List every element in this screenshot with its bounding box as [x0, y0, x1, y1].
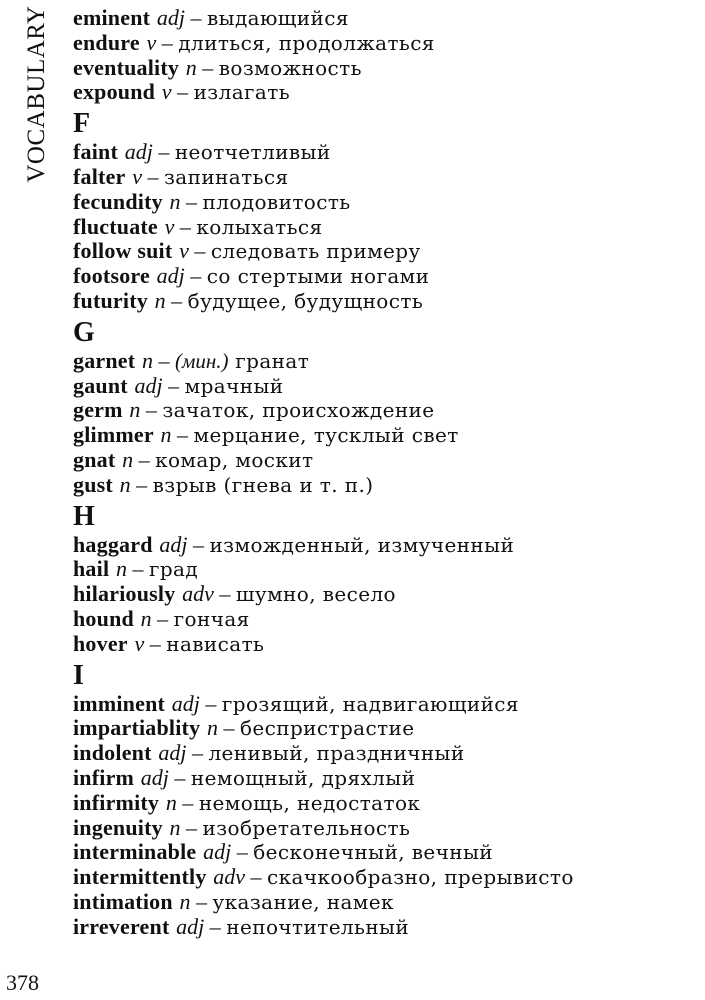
- translation: шумно, весело: [235, 582, 396, 607]
- part-of-speech: n: [165, 789, 177, 815]
- translation: немощь, недостаток: [198, 790, 421, 815]
- vocabulary-entry: [73, 264, 698, 289]
- vocabulary-entry: [73, 840, 698, 865]
- part-of-speech: adj: [134, 372, 163, 398]
- part-of-speech: n: [122, 446, 134, 472]
- section-letter-heading: I: [73, 659, 84, 691]
- separator-dash: –: [162, 372, 185, 398]
- translation: возможность: [218, 55, 362, 80]
- headword: eminent: [73, 5, 151, 30]
- vocabulary-entry: [73, 80, 698, 105]
- separator-dash: –: [140, 397, 163, 423]
- part-of-speech: v: [146, 29, 157, 55]
- separator-dash: –: [168, 764, 191, 790]
- page-number: 378: [6, 970, 39, 995]
- headword: haggard: [73, 531, 153, 557]
- part-of-speech: adj: [156, 263, 185, 289]
- vocabulary-entry: [73, 766, 698, 791]
- separator-dash: –: [190, 888, 213, 914]
- separator-dash: –: [151, 605, 174, 631]
- letter-section: [73, 108, 698, 314]
- headword: faint: [73, 139, 118, 165]
- separator-dash: –: [130, 471, 153, 497]
- vocabulary-entry: [73, 398, 698, 423]
- vocabulary-entry: [73, 791, 698, 816]
- headword: impartiablity: [73, 715, 201, 741]
- part-of-speech: adj: [140, 764, 169, 790]
- headword: gust: [73, 471, 113, 497]
- translation: беспристрастие: [239, 716, 415, 741]
- headword: germ: [73, 397, 123, 423]
- separator-dash: –: [196, 54, 219, 80]
- vocabulary-entry: [73, 289, 698, 314]
- vocabulary-entry: [73, 31, 698, 56]
- headword: irreverent: [73, 913, 170, 939]
- separator-dash: –: [133, 446, 156, 472]
- translation: выдающийся: [206, 6, 349, 30]
- headword: falter: [73, 163, 126, 189]
- separator-dash: –: [184, 5, 207, 30]
- vocabulary-entry: [73, 915, 698, 940]
- vocabulary-entry: [73, 215, 698, 240]
- part-of-speech: adj: [203, 839, 232, 865]
- vocabulary-entry: [73, 140, 698, 165]
- headword: eventuality: [73, 54, 180, 80]
- translation: излагать: [193, 80, 290, 105]
- vocabulary-entry: [73, 473, 698, 498]
- vocabulary-entry: [73, 6, 698, 31]
- headword: futurity: [73, 287, 148, 313]
- separator-dash: –: [186, 740, 209, 766]
- part-of-speech: n: [169, 814, 181, 840]
- part-of-speech: n: [185, 54, 197, 80]
- vocabulary-entry: [73, 607, 698, 632]
- headword: hover: [73, 630, 128, 656]
- vocabulary-entry: [73, 632, 698, 657]
- part-of-speech: adj: [159, 531, 188, 557]
- translation: будущее, будущность: [187, 288, 424, 313]
- translation: неотчетливый: [174, 140, 331, 165]
- vocabulary-entry: [73, 165, 698, 190]
- letter-section: [73, 317, 698, 498]
- separator-dash: –: [204, 913, 227, 939]
- headword: garnet: [73, 347, 136, 373]
- headword: footsore: [73, 263, 150, 289]
- separator-dash: –: [184, 263, 207, 289]
- separator-dash: –: [152, 347, 175, 373]
- section-letter-heading: G: [73, 316, 95, 348]
- headword: intimation: [73, 888, 173, 914]
- part-of-speech: adv: [213, 864, 245, 890]
- translation: нависать: [166, 631, 265, 656]
- part-of-speech: v: [132, 163, 142, 189]
- vocabulary-entry: [73, 890, 698, 915]
- vocabulary-entry: [73, 349, 698, 374]
- headword: follow suit: [73, 238, 173, 264]
- vocabulary-entry: [73, 374, 698, 399]
- headword: endure: [73, 29, 140, 55]
- headword: intermittently: [73, 864, 207, 890]
- separator-dash: –: [217, 715, 240, 741]
- part-of-speech: adj: [156, 5, 185, 30]
- usage-note: (мин.): [174, 348, 229, 373]
- translation: взрыв (гнева и т. п.): [152, 472, 374, 497]
- headword: infirmity: [73, 789, 160, 815]
- translation: длиться, продолжаться: [178, 30, 435, 55]
- vocabulary-entry: [73, 716, 698, 741]
- translation: бесконечный, вечный: [253, 840, 494, 865]
- separator-dash: –: [231, 839, 254, 865]
- part-of-speech: v: [179, 238, 189, 264]
- headword: gnat: [73, 446, 116, 472]
- separator-dash: –: [213, 581, 236, 607]
- translation: гранат: [235, 348, 310, 373]
- translation: зачаток, происхождение: [162, 398, 435, 423]
- vocabulary-entry: [73, 816, 698, 841]
- vocabulary-entry: [73, 423, 698, 448]
- part-of-speech: v: [164, 213, 175, 239]
- part-of-speech: adj: [176, 913, 205, 939]
- translation: непочтительный: [226, 914, 410, 939]
- section-letter-heading: F: [73, 108, 91, 140]
- vocabulary-entry: [73, 190, 698, 215]
- headword: indolent: [73, 740, 152, 766]
- translation: комар, москит: [155, 447, 314, 472]
- separator-dash: –: [156, 29, 179, 55]
- translation: гончая: [173, 606, 250, 631]
- part-of-speech: adj: [158, 740, 187, 766]
- separator-dash: –: [165, 287, 188, 313]
- vocabulary-entry: [73, 692, 698, 717]
- letter-section: [73, 6, 698, 105]
- part-of-speech: n: [140, 605, 152, 631]
- vocabulary-entry: [73, 239, 698, 264]
- translation: изможденный, измученный: [209, 532, 515, 557]
- separator-dash: –: [174, 213, 197, 239]
- running-head-vocabulary: VOCABULARY: [23, 5, 50, 183]
- headword: hound: [73, 605, 134, 631]
- part-of-speech: n: [160, 422, 172, 448]
- part-of-speech: n: [169, 188, 181, 214]
- headword: fluctuate: [73, 213, 158, 239]
- translation: мерцание, тусклый свет: [193, 423, 459, 448]
- separator-dash: –: [188, 238, 211, 264]
- separator-dash: –: [180, 814, 203, 840]
- headword: interminable: [73, 839, 197, 865]
- separator-dash: –: [180, 188, 203, 214]
- part-of-speech: n: [141, 347, 153, 373]
- part-of-speech: n: [154, 287, 166, 313]
- vocabulary-entry: [73, 56, 698, 81]
- headword: gaunt: [73, 372, 128, 398]
- separator-dash: –: [152, 139, 175, 165]
- translation: указание, намек: [212, 889, 394, 914]
- translation: запинаться: [163, 164, 289, 189]
- headword: hilariously: [73, 581, 176, 607]
- translation: плодовитость: [202, 189, 351, 214]
- part-of-speech: adv: [182, 581, 214, 607]
- separator-dash: –: [126, 556, 149, 582]
- part-of-speech: n: [129, 397, 141, 423]
- headword: glimmer: [73, 422, 154, 448]
- translation: со стертыми ногами: [206, 264, 430, 289]
- vocabulary-entry: [73, 582, 698, 607]
- part-of-speech: n: [119, 471, 131, 497]
- separator-dash: –: [144, 630, 167, 656]
- letter-section: [73, 501, 698, 657]
- separator-dash: –: [199, 690, 222, 716]
- headword: fecundity: [73, 188, 163, 214]
- headword: hail: [73, 556, 110, 582]
- translation: скачкообразно, прерывисто: [267, 865, 574, 890]
- headword: imminent: [73, 690, 166, 716]
- part-of-speech: adj: [171, 690, 200, 716]
- separator-dash: –: [171, 79, 194, 105]
- vocabulary-list: [73, 6, 698, 940]
- headword: expound: [73, 79, 156, 105]
- separator-dash: –: [176, 789, 199, 815]
- vocabulary-entry: [73, 865, 698, 890]
- headword: ingenuity: [73, 814, 163, 840]
- vocabulary-entry: [73, 557, 698, 582]
- letter-section: [73, 660, 698, 940]
- translation: грозящий, надвигающийся: [221, 691, 519, 716]
- vocabulary-entry: [73, 533, 698, 558]
- translation: колыхаться: [196, 214, 323, 239]
- headword: infirm: [73, 764, 135, 790]
- part-of-speech: n: [115, 556, 127, 582]
- separator-dash: –: [187, 531, 210, 557]
- translation: мрачный: [184, 373, 284, 398]
- separator-dash: –: [171, 422, 194, 448]
- vocabulary-entry: [73, 741, 698, 766]
- part-of-speech: adj: [124, 139, 153, 165]
- vocabulary-entry: [73, 448, 698, 473]
- separator-dash: –: [141, 163, 164, 189]
- translation: немощный, дряхлый: [190, 765, 416, 790]
- separator-dash: –: [245, 864, 267, 890]
- translation: град: [148, 557, 199, 582]
- translation: следовать примеру: [210, 239, 421, 264]
- section-letter-heading: H: [73, 500, 95, 532]
- part-of-speech: v: [161, 79, 172, 105]
- part-of-speech: v: [134, 630, 145, 656]
- translation: изобретательность: [202, 815, 411, 840]
- translation: ленивый, праздничный: [208, 741, 465, 766]
- part-of-speech: n: [206, 715, 218, 741]
- part-of-speech: n: [179, 888, 191, 914]
